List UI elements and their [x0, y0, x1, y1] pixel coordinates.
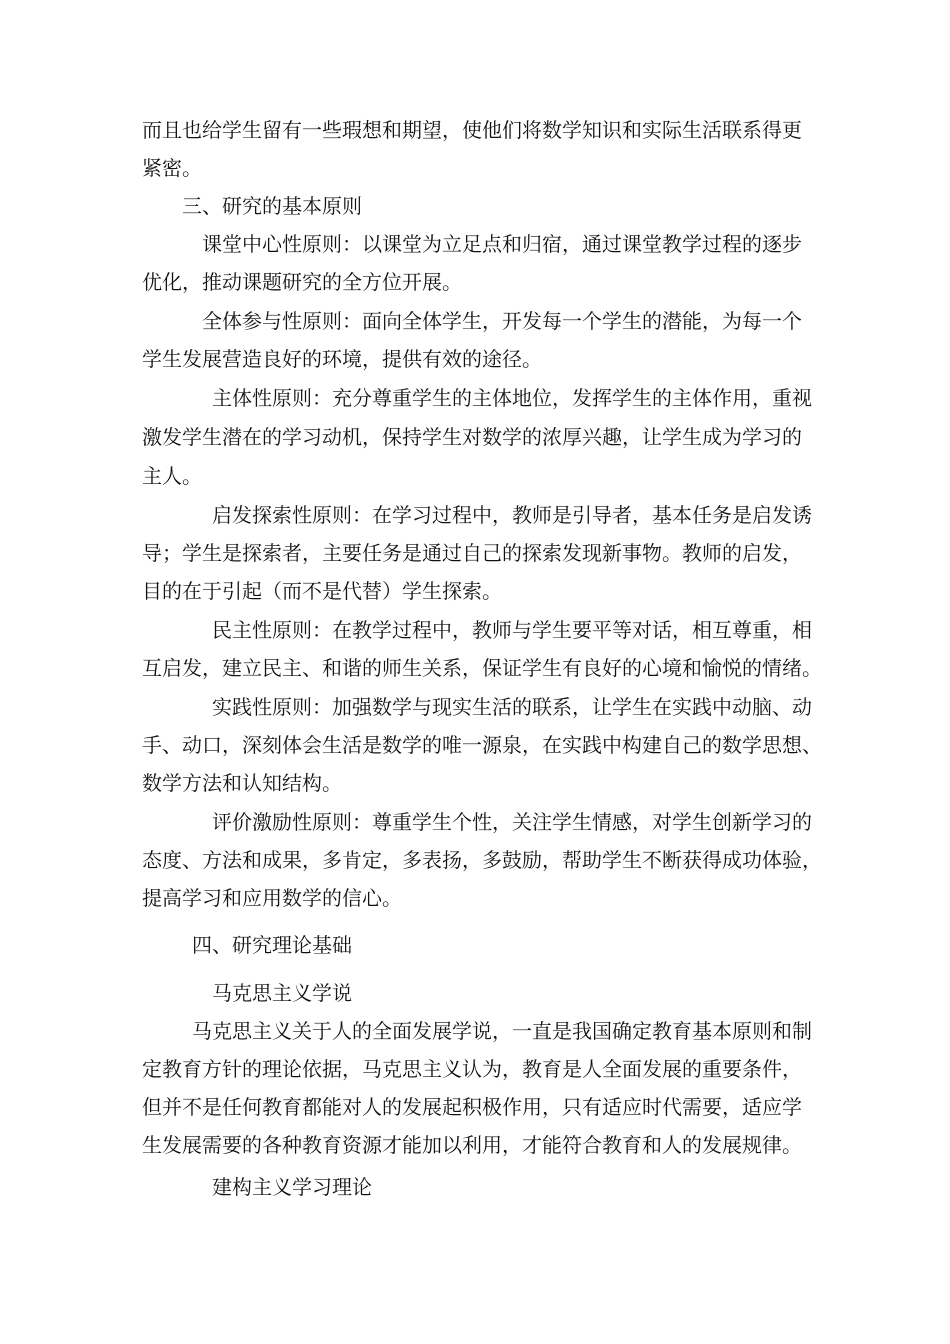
- text-line: 提高学习和应用数学的信心。: [142, 886, 402, 910]
- text-line: 全体参与性原则：面向全体学生，开发每一个学生的潜能，为每一个: [202, 309, 802, 333]
- text-line: 课堂中心性原则：以课堂为立足点和归宿，通过课堂教学过程的逐步: [202, 232, 802, 256]
- text-line: 生发展需要的各种教育资源才能加以利用，才能符合教育和人的发展规律。: [142, 1133, 802, 1157]
- text-line: 实践性原则：加强数学与现实生活的联系，让学生在实践中动脑、动: [212, 695, 812, 719]
- text-line: 民主性原则：在教学过程中，教师与学生要平等对话，相互尊重，相: [212, 618, 812, 642]
- text-line: 学生发展营造良好的环境，提供有效的途径。: [142, 347, 542, 371]
- text-line: 激发学生潜在的学习动机，保持学生对数学的浓厚兴趣，让学生成为学习的: [142, 425, 802, 449]
- text-line: 紧密。: [142, 156, 202, 180]
- subsection-heading: 建构主义学习理论: [212, 1175, 372, 1199]
- text-line: 马克思主义关于人的全面发展学说，一直是我国确定教育基本原则和制: [192, 1019, 812, 1043]
- text-line: 但并不是任何教育都能对人的发展起积极作用，只有适应时代需要，适应学: [142, 1095, 802, 1119]
- section-heading: 三、研究的基本原则: [182, 194, 362, 218]
- text-line: 启发探索性原则：在学习过程中，教师是引导者，基本任务是启发诱: [212, 503, 812, 527]
- text-line: 数学方法和认知结构。: [142, 771, 342, 795]
- text-line: 目的在于引起（而不是代替）学生探索。: [142, 579, 502, 603]
- text-line: 主体性原则：充分尊重学生的主体地位，发挥学生的主体作用，重视: [212, 386, 812, 410]
- subsection-heading: 马克思主义学说: [212, 981, 352, 1005]
- text-line: 导；学生是探索者，主要任务是通过自己的探索发现新事物。教师的启发，: [142, 541, 802, 565]
- text-line: 优化，推动课题研究的全方位开展。: [142, 270, 462, 294]
- text-line: 主人。: [142, 464, 202, 488]
- text-line: 互启发，建立民主、和谐的师生关系，保证学生有良好的心境和愉悦的情绪。: [142, 656, 822, 680]
- text-line: 而且也给学生留有一些瑕想和期望，使他们将数学知识和实际生活联系得更: [142, 118, 802, 142]
- text-line: 手、动口，深刻体会生活是数学的唯一源泉，在实践中构建自己的数学思想、: [142, 733, 822, 757]
- text-line: 评价激励性原则：尊重学生个性，关注学生情感，对学生创新学习的: [212, 810, 812, 834]
- text-line: 定教育方针的理论依据，马克思主义认为，教育是人全面发展的重要条件，: [142, 1057, 802, 1081]
- section-heading: 四、研究理论基础: [192, 933, 352, 957]
- text-line: 态度、方法和成果，多肯定，多表扬，多鼓励，帮助学生不断获得成功体验，: [142, 848, 822, 872]
